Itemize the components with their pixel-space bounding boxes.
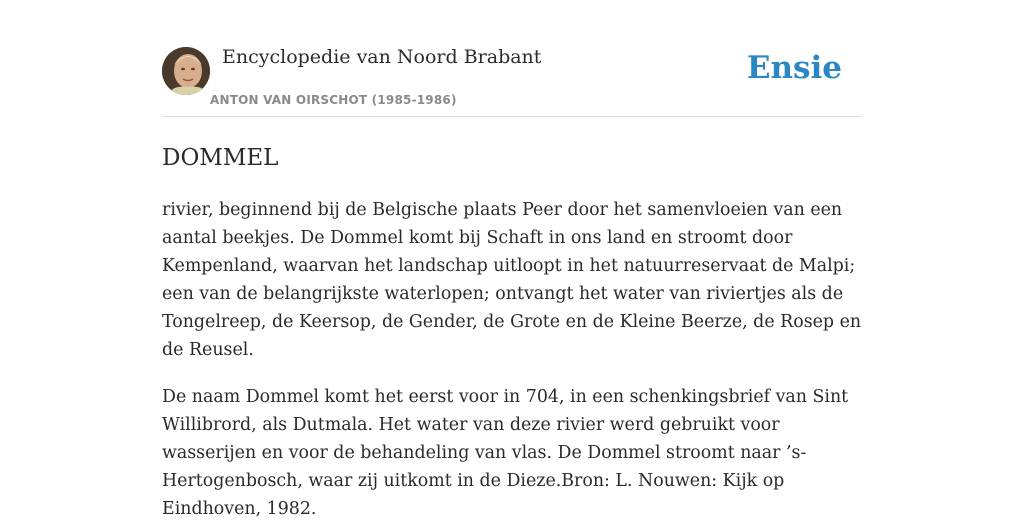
author-name[interactable]: ANTON VAN OIRSCHOT (1985-1986) bbox=[210, 93, 457, 107]
avatar[interactable] bbox=[162, 47, 210, 95]
author-portrait-icon bbox=[162, 47, 210, 95]
page bbox=[162, 0, 862, 523]
book-title[interactable]: Encyclopedie van Noord Brabant bbox=[222, 46, 542, 68]
brand-logo[interactable]: Ensie bbox=[746, 50, 842, 86]
header bbox=[162, 0, 862, 117]
entry-title: DOMMEL bbox=[162, 145, 279, 171]
entry-paragraph: De naam Dommel komt het eerst voor in 704, in een schenkingsbrief van Sint Willibrord, als Dutmala. Het water van deze rivier werd gebruikt voor wasserijen en voor de behandeling van vlas. De Dommel stroomt naar ’s-Hertogenbosch, waar zij uitkomt in de Dieze.Bron: L. Nouwen: Kijk op Eindhoven, 1982. bbox=[162, 387, 849, 519]
entry-paragraph: rivier, beginnend bij de Belgische plaats Peer door het samenvloeien van een aantal beekjes. De Dommel komt bij Schaft in ons land en stroomt door Kempenland, waarvan het landschap uitloopt in het natuurreservaat de Malpi; een van de belangrijkste waterlopen; ontvangt het water van riviertjes als de Tongelreep, de Keersop, de Gender, de Grote en de Kleine Beerze, de Rosep en de Reusel. bbox=[162, 200, 862, 360]
